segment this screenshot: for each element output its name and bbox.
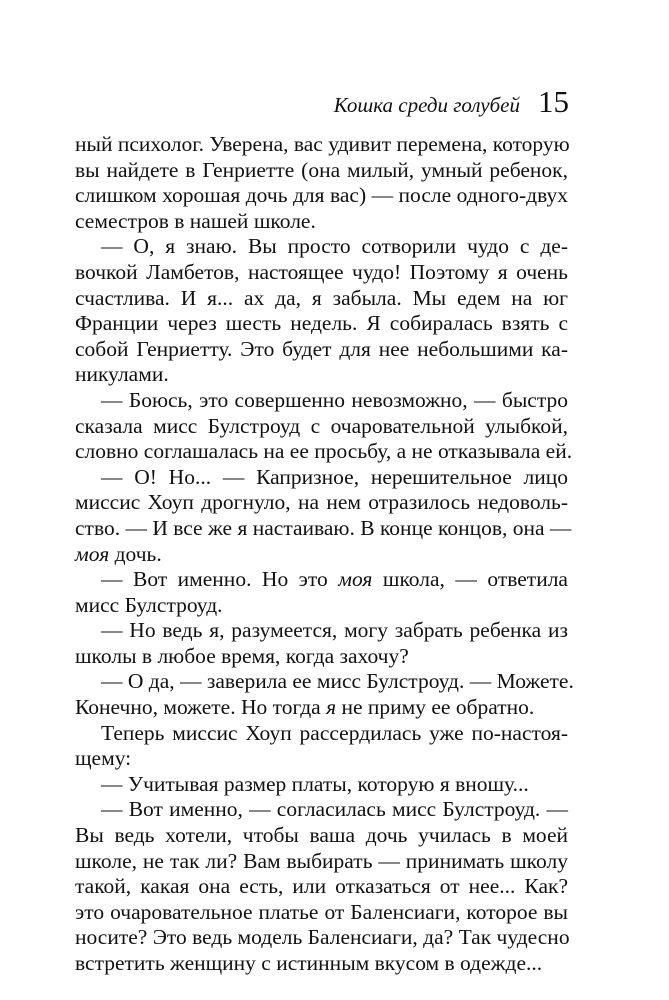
text-line: словно соглашалась на ее просьбу, а не отказывала ей. — [75, 439, 573, 464]
text-line: никулами. — [75, 362, 169, 387]
text-line: — О! Но... — Капризное, нерешительное лицо — [101, 464, 568, 489]
text-line: ство. — И все же я настаиваю. В конце концов, она — — [75, 515, 572, 540]
text-line: Вы ведь хотели, чтобы ваша дочь училась в моей — [75, 823, 568, 848]
text-line: слишком хорошая дочь для вас) — после одного-двух — [75, 183, 568, 208]
text-fragment: дочь. — [109, 541, 162, 566]
text-line: вы найдете в Генриетте (она милый, умный ребенок, — [75, 157, 568, 182]
text-fragment: — Вот именно. Но это — [101, 567, 339, 592]
text-line — [75, 695, 568, 721]
body-text — [75, 132, 574, 977]
italic-word: я — [326, 695, 337, 720]
italic-word: моя — [75, 541, 110, 566]
text-line: счастлива. И я... ах да, я забыла. Мы едем на юг — [75, 285, 568, 310]
running-title: Кошка среди голубей — [333, 93, 520, 117]
text-line: — Вот именно, — согласилась мисс Булстроуд. — — [101, 797, 568, 822]
text-line: встретить женщину с истинным вкусом в одежде... — [75, 951, 543, 975]
text-line: щему: — [75, 746, 132, 771]
text-line: мисс Булстроуд. — [75, 592, 223, 617]
text-line: это очаровательное платье от Баленсиаги, которое вы — [75, 899, 568, 924]
text-line: собой Генриетту. Это будет для нее небольшими ка- — [75, 336, 568, 361]
text-line: вочкой Ламбетов, настоящее чудо! Поэтому я очень — [75, 259, 568, 284]
text-line: ный психолог. Уверена, вас удивит перемена, которую — [75, 132, 570, 156]
text-line: школе, не так ли? Вам выбирать — принимать школу — [75, 848, 568, 873]
text-line: Теперь миссис Хоуп рассердилась уже по-настоя- — [101, 720, 568, 745]
running-head — [334, 84, 569, 120]
text-line: — О да, — заверила ее мисс Булстроуд. — Можете. — [101, 669, 574, 694]
text-fragment: Конечно, можете. Но тогда — [75, 695, 327, 720]
text-line: Франции через шесть недель. Я собиралась взять с — [75, 311, 568, 336]
text-line: — Но ведь я, разумеется, могу забрать ребенка из — [101, 618, 568, 643]
text-fragment: не приму ее обратно. — [336, 695, 535, 720]
text-line: носите? Это ведь модель Баленсиаги, да? Так чудесно — [75, 925, 570, 950]
text-fragment: школа, — ответила — [372, 567, 568, 592]
text-line: — Боюсь, это совершенно невозможно, — быстро — [101, 387, 568, 412]
text-line: — О, я знаю. Вы просто сотворили чудо с де- — [101, 234, 568, 259]
italic-word: моя — [338, 567, 373, 592]
text-line: сказала мисс Булстроуд с очаровательной улыбкой, — [75, 413, 568, 438]
text-line: семестров в нашей школе. — [75, 208, 316, 233]
text-line: миссис Хоуп дрогнуло, на нем отразилось недоволь- — [75, 490, 568, 515]
page-number: 15 — [538, 84, 569, 119]
text-line: — Учитывая размер платы, которую я вношу... — [101, 771, 529, 796]
text-line — [75, 567, 568, 593]
text-line: такой, какая она есть, или отказаться от нее... Как? — [75, 874, 568, 899]
text-line — [75, 542, 568, 568]
text-line: школы в любое время, когда захочу? — [75, 643, 409, 668]
